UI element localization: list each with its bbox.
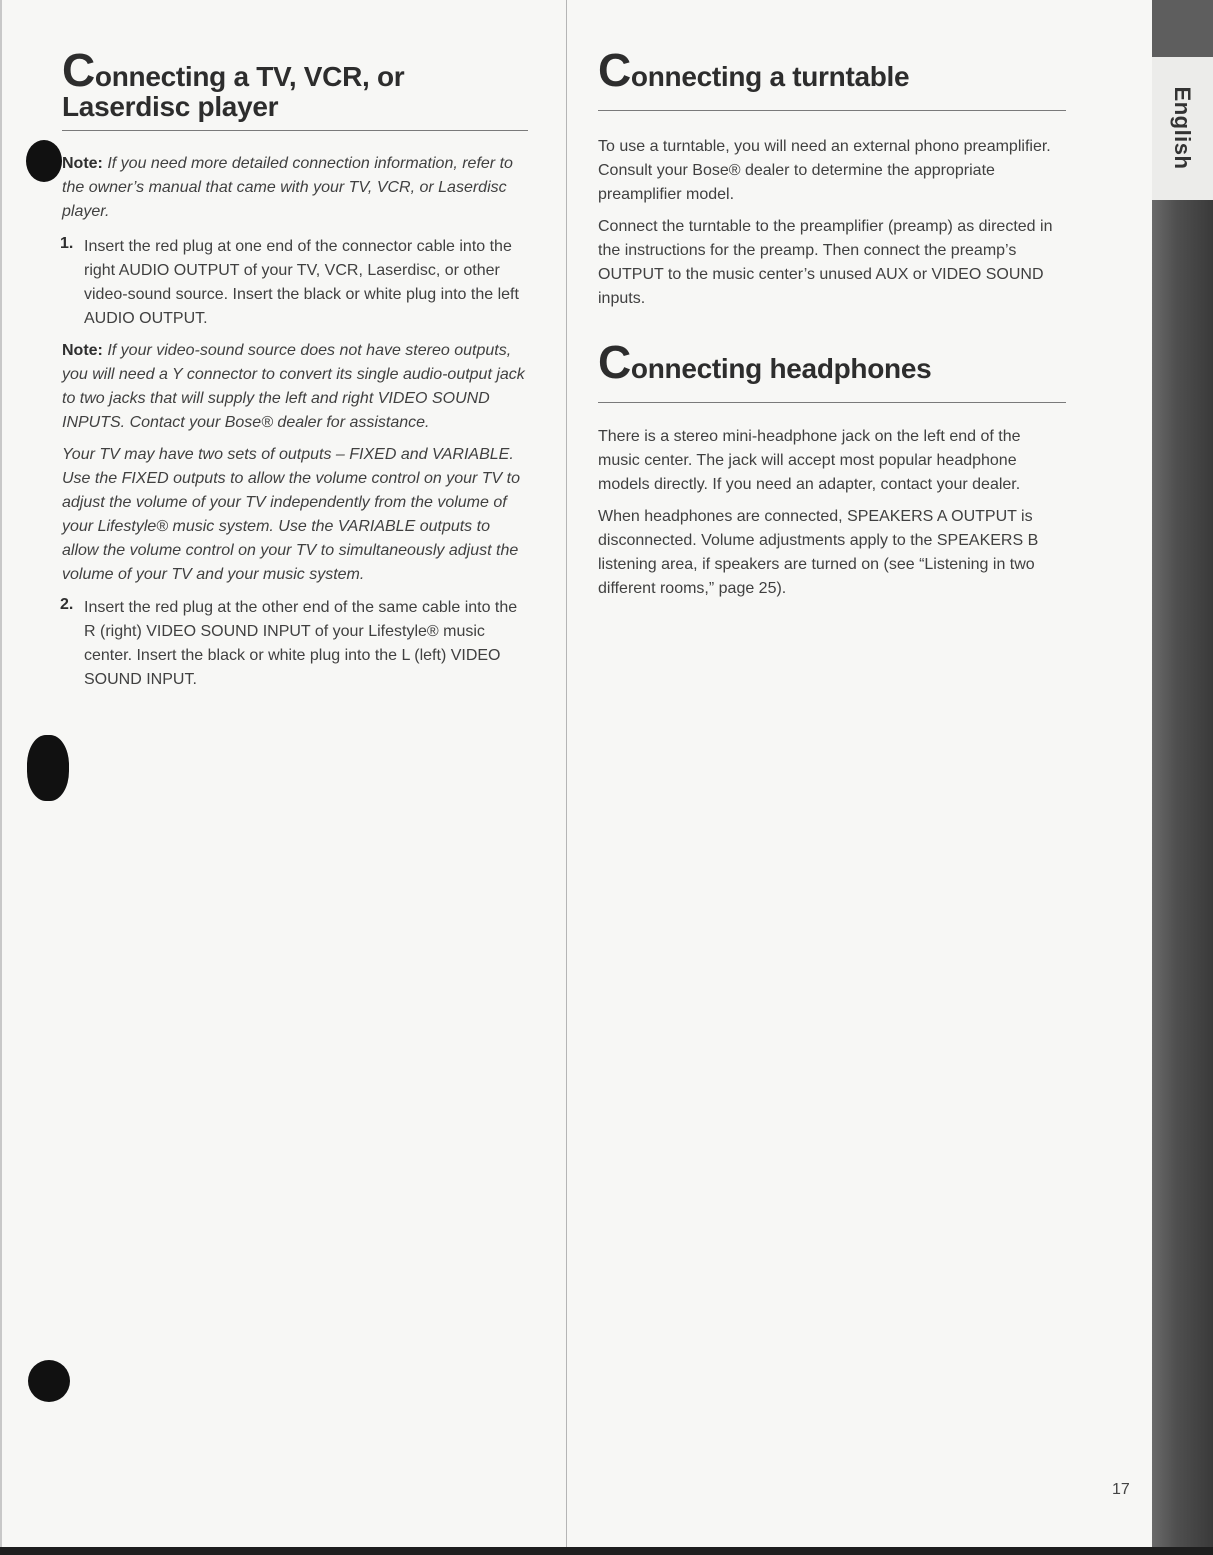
left-column	[60, 44, 528, 692]
side-tab-label: English	[1170, 86, 1195, 170]
heading-line1: onnecting a TV, VCR, or	[94, 61, 405, 92]
side-tab-top	[1152, 0, 1213, 57]
heading-rule	[62, 130, 528, 131]
heading-text: onnecting a turntable	[630, 61, 910, 92]
heading-rule	[598, 110, 1066, 111]
page-edge	[0, 0, 2, 1555]
step-2	[60, 596, 528, 692]
note-paragraph-1	[62, 152, 528, 224]
binder-hole-middle	[27, 735, 69, 801]
step-number: 2.	[60, 596, 74, 613]
column-divider	[566, 0, 567, 1548]
heading-text: onnecting headphones	[630, 353, 932, 384]
side-tab	[1152, 0, 1213, 1548]
heading-drop-cap: C	[598, 44, 631, 96]
right-column	[598, 44, 1066, 601]
page-number: 17	[1112, 1481, 1130, 1498]
note-paragraph-2	[62, 339, 528, 435]
turntable-paragraph-1: To use a turntable, you will need an external phono preamplifier. Consult your Bose® dealer to determine the appropriate preamplifier model.	[598, 138, 1051, 203]
step-1	[60, 235, 528, 331]
heading-drop-cap: C	[62, 44, 95, 96]
bottom-edge	[0, 1547, 1213, 1555]
binder-hole-bottom	[28, 1360, 70, 1402]
step-text: Insert the red plug at the other end of the same cable into the R (right) VIDEO SOUND INPUT of your Lifestyle® music center. Insert the black or white plug into the L (left) VIDEO SOUND INPUT.	[84, 599, 518, 688]
note-label: Note:	[62, 155, 103, 172]
heading-connecting-turntable	[598, 44, 1066, 96]
heading-connecting-headphones	[598, 336, 1066, 388]
headphones-paragraph-2: When headphones are connected, SPEAKERS A OUTPUT is disconnected. Volume adjustments apply to the SPEAKERS B listening area, if speakers are turned on (see “Listening in two different rooms,” page 25).	[598, 508, 1039, 597]
note-label: Note:	[62, 342, 103, 359]
step-text: Insert the red plug at one end of the connector cable into the right AUDIO OUTPUT of your TV, VCR, Laserdisc, or other video-sound source. Insert the black or white plug into the left AUDIO OUTPUT.	[84, 238, 519, 327]
heading-rule	[598, 402, 1066, 403]
heading-drop-cap: C	[598, 336, 631, 388]
heading-line2: Laserdisc player	[62, 91, 279, 122]
note-text: If your video-sound source does not have stereo outputs, you will need a Y connector to convert its single audio-output jack to two jacks that will supply the left and right VIDEO SOUND INPUTS. Contact your Bose® dealer for assistance.	[62, 342, 525, 431]
heading-connecting-tv	[62, 44, 528, 122]
step-number: 1.	[60, 235, 74, 252]
headphones-paragraph-1: There is a stereo mini-headphone jack on the left end of the music center. The jack will accept most popular headphone models directly. If you need an adapter, contact your dealer.	[598, 428, 1021, 493]
binder-hole-top	[26, 140, 62, 182]
tv-outputs-note: Your TV may have two sets of outputs – FIXED and VARIABLE. Use the FIXED outputs to allow the volume control on your TV to adjust the volume of your TV independently from the volume of your Lifestyle® music system. Use the VARIABLE outputs to allow the volume control on your TV to simultaneously adjust the volume of your TV and your music system.	[62, 446, 520, 583]
note-text: If you need more detailed connection information, refer to the owner’s manual that came with your TV, VCR, or Laserdisc player.	[62, 155, 513, 220]
turntable-paragraph-2: Connect the turntable to the preamplifier (preamp) as directed in the instructions for the preamp. Then connect the preamp’s OUTPUT to the music center’s unused AUX or VIDEO SOUND inputs.	[598, 218, 1053, 307]
